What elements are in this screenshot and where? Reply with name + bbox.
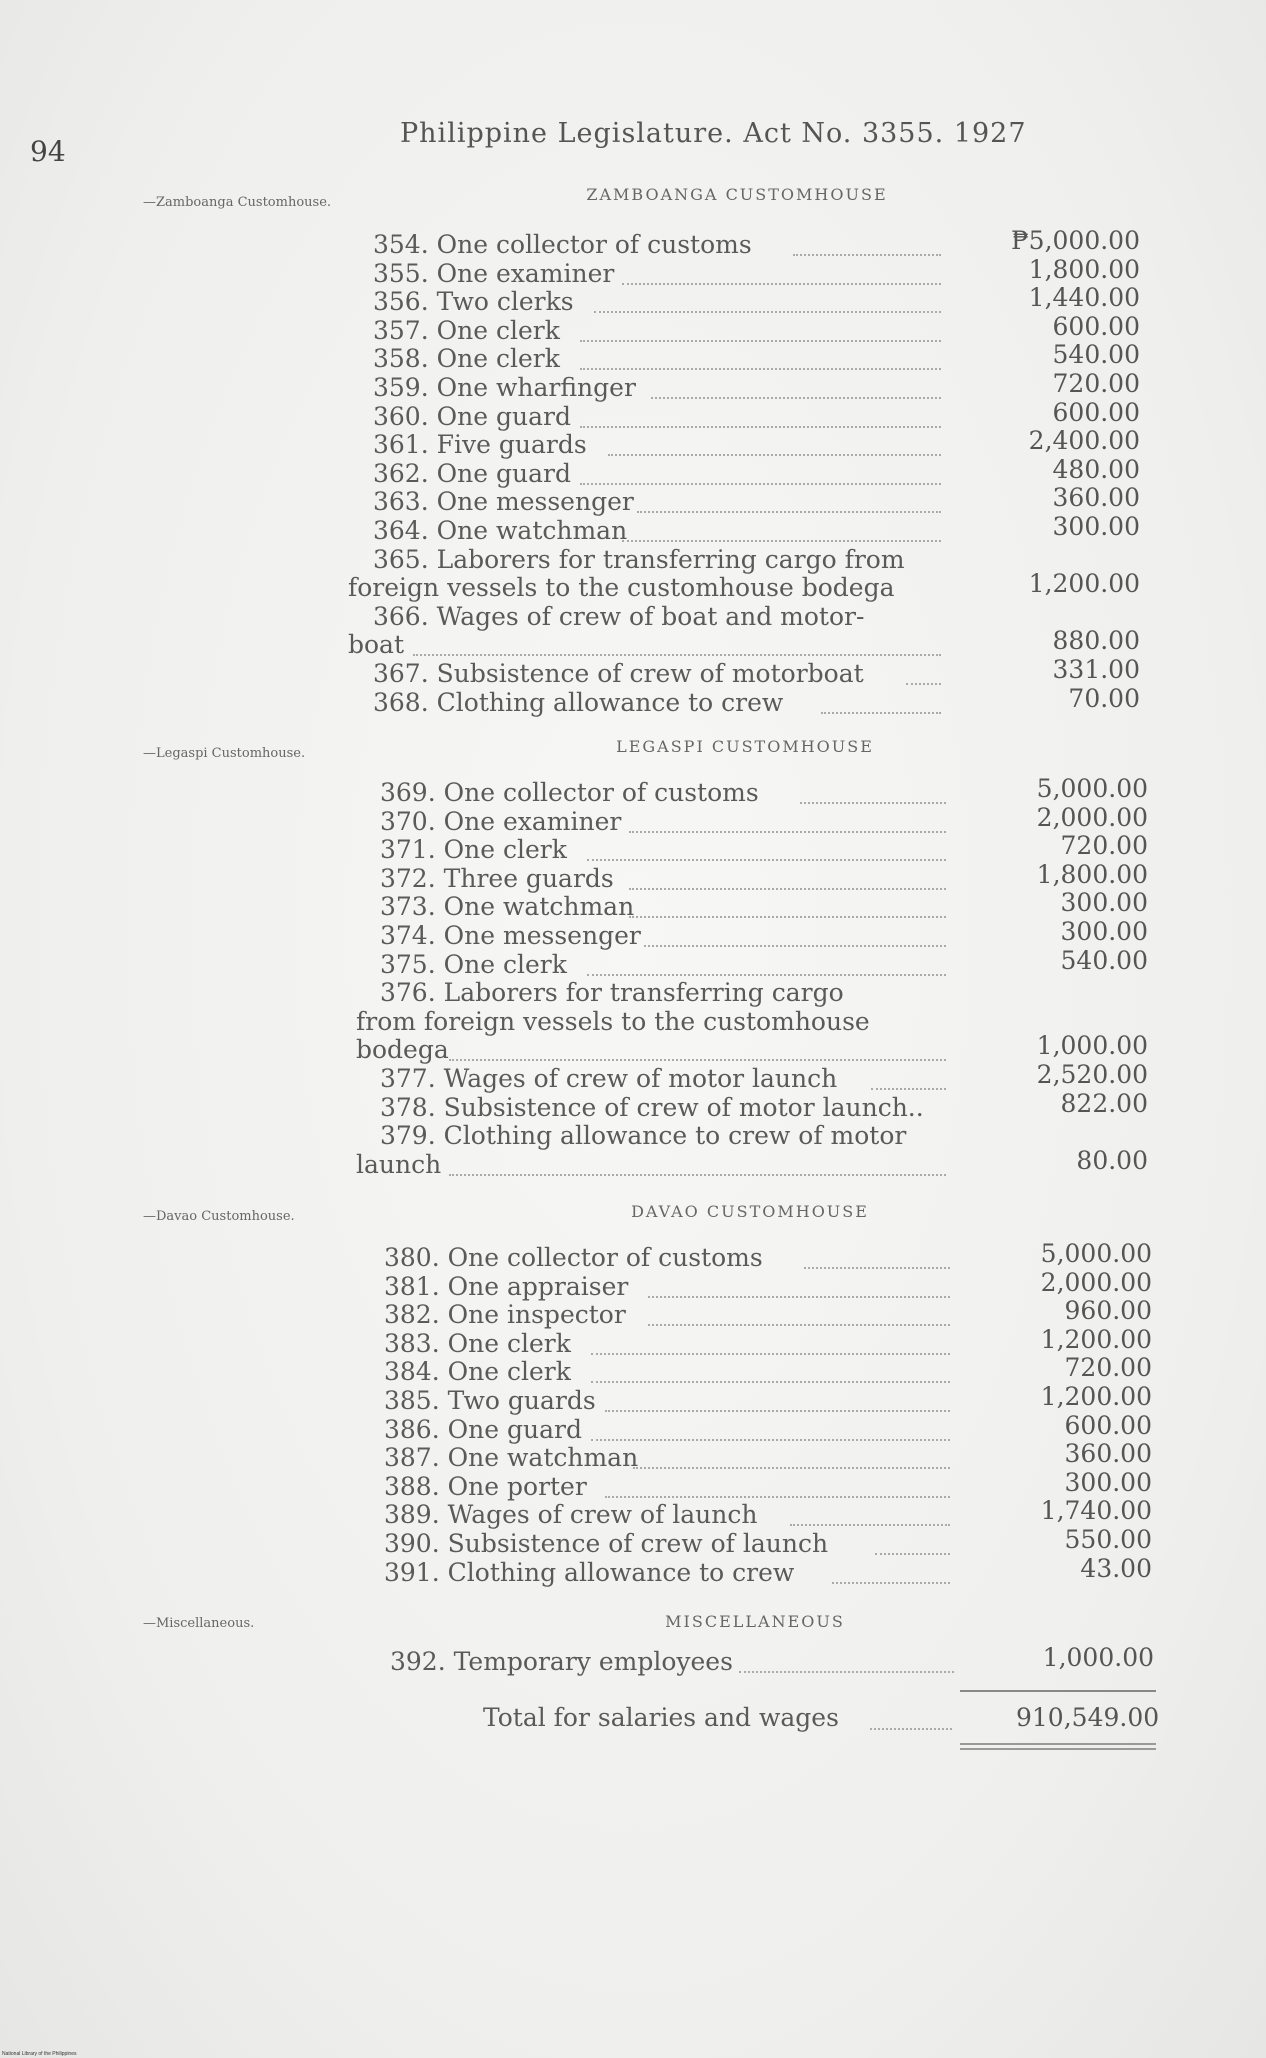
item-text: One clerk: [443, 835, 567, 865]
item-text: One appraiser: [447, 1271, 629, 1301]
item-amount: 600.00: [1064, 1410, 1152, 1440]
dot-leader: [591, 1353, 950, 1355]
dot-leader: [413, 654, 941, 656]
dot-leader: [449, 1174, 946, 1176]
item-text: Temporary employees: [453, 1647, 733, 1676]
item-number: 359.: [373, 373, 429, 402]
item-text: One messenger: [436, 487, 634, 517]
item-number: 371.: [380, 835, 436, 865]
legaspi-item-continuation: bodega: [356, 1035, 449, 1065]
item-text: Clothing allowance to crew: [436, 687, 784, 717]
item-text: One inspector: [447, 1300, 626, 1330]
item-amount: 1,200.00: [1040, 1382, 1152, 1411]
item-number: 385.: [384, 1386, 440, 1415]
item-text: Wages of crew of motor launch: [443, 1064, 838, 1093]
item-number: 386.: [384, 1414, 440, 1444]
item-text: Three guards: [443, 863, 614, 893]
item-number: 381.: [384, 1271, 440, 1301]
section-title-legaspi: LEGASPI CUSTOMHOUSE: [616, 737, 874, 756]
item-text: One clerk: [436, 315, 560, 345]
dot-leader: [605, 1496, 950, 1498]
item-text: One examiner: [443, 806, 622, 836]
dot-leader: [629, 831, 946, 833]
dot-leader: [871, 1088, 946, 1090]
item-text: Wages of crew of launch: [447, 1500, 758, 1530]
footer-tag: National Library of the Philippines: [2, 2051, 77, 2057]
item-text: Laborers for transferring cargo from: [436, 544, 905, 574]
item-text: One watchman: [443, 892, 635, 922]
item-text: One clerk: [436, 344, 560, 374]
item-amount: 2,000.00: [1040, 1267, 1152, 1297]
item-number: 369.: [380, 778, 436, 807]
dot-leader: [587, 974, 946, 976]
item-number: 363.: [373, 487, 429, 517]
dot-leader: [587, 859, 946, 861]
item-number: 382.: [384, 1300, 440, 1330]
dot-leader: [906, 683, 941, 685]
item-number: 358.: [373, 344, 429, 374]
dot-leader: [622, 283, 941, 285]
item-amount: 720.00: [1052, 369, 1140, 398]
dot-leader: [800, 802, 946, 804]
legaspi-item: [380, 1121, 946, 1151]
item-number: 373.: [380, 892, 436, 922]
zamboanga-item: [373, 602, 941, 632]
item-text: Subsistence of crew of motor launch..: [443, 1092, 924, 1122]
dot-leader: [622, 540, 941, 542]
item-amount: 960.00: [1064, 1296, 1152, 1326]
dot-leader: [580, 368, 941, 370]
item-amount: 880.00: [1052, 626, 1140, 656]
item-amount: 1,800.00: [1028, 254, 1140, 284]
item-amount: 43.00: [1080, 1553, 1152, 1583]
item-number: 374.: [380, 921, 436, 950]
item-number: 391.: [384, 1557, 440, 1587]
item-text: One watchman: [447, 1443, 639, 1473]
item-amount: 720.00: [1064, 1353, 1152, 1383]
item-text: One porter: [447, 1471, 587, 1501]
item-number: 370.: [380, 806, 436, 836]
item-amount: 300.00: [1060, 888, 1148, 918]
item-number: 366.: [373, 601, 429, 631]
item-number: 378.: [380, 1092, 436, 1122]
item-text: One collector of customs: [443, 778, 759, 807]
dot-leader: [580, 340, 941, 342]
legaspi-item-continuation: from foreign vessels to the customhouse: [356, 1006, 870, 1036]
total-leader: [870, 1728, 952, 1730]
item-amount: 300.00: [1064, 1467, 1152, 1497]
item-amount: 1,440.00: [1028, 283, 1140, 313]
item-number: 354.: [373, 230, 429, 259]
margin-note-davao: —Davao Customhouse.: [143, 1209, 295, 1224]
total-double-rule-1: [960, 1743, 1156, 1745]
zamboanga-item-continuation: foreign vessels to the customhouse bodega: [348, 573, 895, 603]
item-amount: 822.00: [1060, 1088, 1148, 1118]
item-amount: 720.00: [1060, 831, 1148, 861]
dot-leader: [629, 916, 946, 918]
item-amount: 1,800.00: [1036, 859, 1148, 889]
item-number: 372.: [380, 863, 436, 893]
total-rule: [960, 1690, 1156, 1692]
item-number: 364.: [373, 516, 429, 545]
zamboanga-item: [373, 659, 941, 689]
item-number: 392.: [390, 1647, 446, 1676]
dot-leader: [594, 311, 941, 313]
item-amount: 5,000.00: [1040, 1239, 1152, 1268]
dot-leader: [449, 1059, 946, 1061]
item-text: Wages of crew of boat and motor-: [436, 601, 865, 631]
item-amount: 1,000.00: [1036, 1031, 1148, 1061]
item-text: One guard: [447, 1414, 582, 1444]
item-amount: 600.00: [1052, 311, 1140, 341]
item-amount: 2,400.00: [1028, 426, 1140, 456]
item-text: Two guards: [447, 1386, 596, 1415]
dot-leader: [651, 397, 941, 399]
item-amount: 80.00: [1076, 1145, 1148, 1175]
legaspi-item: [380, 978, 946, 1008]
zamboanga-item-continuation: boat: [348, 630, 405, 660]
item-amount: 1,000.00: [1042, 1643, 1154, 1672]
dot-leader: [605, 1410, 950, 1412]
item-text: Subsistence of crew of launch: [447, 1529, 829, 1558]
item-text: One examiner: [436, 258, 615, 288]
dot-leader: [580, 426, 941, 428]
section-title-zamboanga: ZAMBOANGA CUSTOMHOUSE: [586, 185, 888, 204]
dot-leader: [629, 888, 946, 890]
item-amount: 70.00: [1068, 683, 1140, 713]
dot-leader: [637, 511, 941, 513]
item-number: 361.: [373, 430, 429, 460]
item-text: Laborers for transferring cargo: [443, 978, 844, 1008]
item-text: One clerk: [447, 1328, 571, 1358]
item-number: 379.: [380, 1121, 436, 1151]
item-number: 360.: [373, 401, 429, 431]
item-number: 376.: [380, 978, 436, 1008]
item-amount: 331.00: [1052, 655, 1140, 684]
item-text: One clerk: [447, 1357, 571, 1387]
total-double-rule-2: [960, 1748, 1156, 1750]
dot-leader: [832, 1582, 950, 1584]
item-amount: 5,000.00: [1036, 774, 1148, 803]
item-amount: 600.00: [1052, 397, 1140, 427]
item-number: 383.: [384, 1328, 440, 1358]
item-number: 368.: [373, 687, 429, 717]
item-amount: ₱5,000.00: [1011, 226, 1140, 255]
item-number: 380.: [384, 1243, 440, 1272]
item-text: One guard: [436, 401, 571, 431]
dot-leader: [591, 1439, 950, 1441]
item-text: One wharfinger: [436, 373, 636, 402]
item-text: One collector of customs: [447, 1243, 763, 1272]
zamboanga-item: [373, 545, 941, 575]
item-text: One collector of customs: [436, 230, 752, 259]
item-amount: 550.00: [1064, 1525, 1152, 1554]
item-amount: 1,740.00: [1040, 1496, 1152, 1526]
dot-leader: [793, 254, 941, 256]
section-title-davao: DAVAO CUSTOMHOUSE: [631, 1202, 869, 1221]
item-amount: 2,000.00: [1036, 802, 1148, 832]
dot-leader: [591, 1381, 950, 1383]
legaspi-item-continuation: launch: [356, 1149, 442, 1179]
item-number: 375.: [380, 949, 436, 979]
item-number: 356.: [373, 287, 429, 317]
item-number: 387.: [384, 1443, 440, 1473]
total-label-text: Total for salaries and wages: [483, 1703, 839, 1732]
dot-leader: [790, 1524, 950, 1526]
item-amount: 540.00: [1060, 945, 1148, 975]
davao-item: [384, 1529, 950, 1559]
dot-leader: [648, 1296, 950, 1298]
item-text: Five guards: [436, 430, 587, 460]
legaspi-item: [380, 1064, 946, 1094]
item-number: 367.: [373, 659, 429, 688]
section-title-miscellaneous: MISCELLANEOUS: [665, 1612, 845, 1631]
item-number: 357.: [373, 315, 429, 345]
item-text: Clothing allowance to crew of motor: [443, 1121, 907, 1151]
item-amount: 300.00: [1052, 512, 1140, 541]
dot-leader: [633, 1467, 950, 1469]
margin-note-legaspi: —Legaspi Customhouse.: [143, 746, 306, 761]
dot-leader: [608, 454, 941, 456]
item-amount: 2,520.00: [1036, 1060, 1148, 1089]
dot-leader: [644, 945, 946, 947]
legaspi-item: [380, 1093, 946, 1123]
dot-leader: [875, 1553, 950, 1555]
page-number: 94: [30, 135, 66, 168]
item-number: 355.: [373, 258, 429, 288]
item-amount: 1,200.00: [1040, 1324, 1152, 1354]
item-amount: 540.00: [1052, 340, 1140, 370]
item-number: 388.: [384, 1471, 440, 1501]
item-text: One clerk: [443, 949, 567, 979]
item-text: Clothing allowance to crew: [447, 1557, 795, 1587]
dot-leader: [580, 483, 941, 485]
item-amount: 480.00: [1052, 454, 1140, 484]
dot-leader: [821, 712, 941, 714]
item-number: 377.: [380, 1064, 436, 1093]
item-amount: 300.00: [1060, 917, 1148, 946]
running-head: Philippine Legislature. Act No. 3355. 1927: [400, 118, 1027, 149]
item-number: 384.: [384, 1357, 440, 1387]
dot-leader: [739, 1671, 954, 1673]
item-text: One watchman: [436, 516, 628, 545]
item-number: 365.: [373, 544, 429, 574]
item-amount: 360.00: [1052, 483, 1140, 513]
margin-note-miscellaneous: —Miscellaneous.: [143, 1616, 255, 1631]
total-amount: 910,549.00: [1016, 1703, 1160, 1732]
margin-note-zamboanga: —Zamboanga Customhouse.: [143, 195, 332, 210]
item-number: 389.: [384, 1500, 440, 1530]
item-text: Subsistence of crew of motorboat: [436, 659, 864, 688]
item-amount: 1,200.00: [1028, 569, 1140, 599]
item-amount: 360.00: [1064, 1439, 1152, 1469]
dot-leader: [804, 1267, 950, 1269]
item-text: One guard: [436, 458, 571, 488]
item-number: 362.: [373, 458, 429, 488]
item-text: Two clerks: [436, 287, 574, 317]
dot-leader: [648, 1324, 950, 1326]
item-number: 390.: [384, 1529, 440, 1558]
item-text: One messenger: [443, 921, 641, 950]
